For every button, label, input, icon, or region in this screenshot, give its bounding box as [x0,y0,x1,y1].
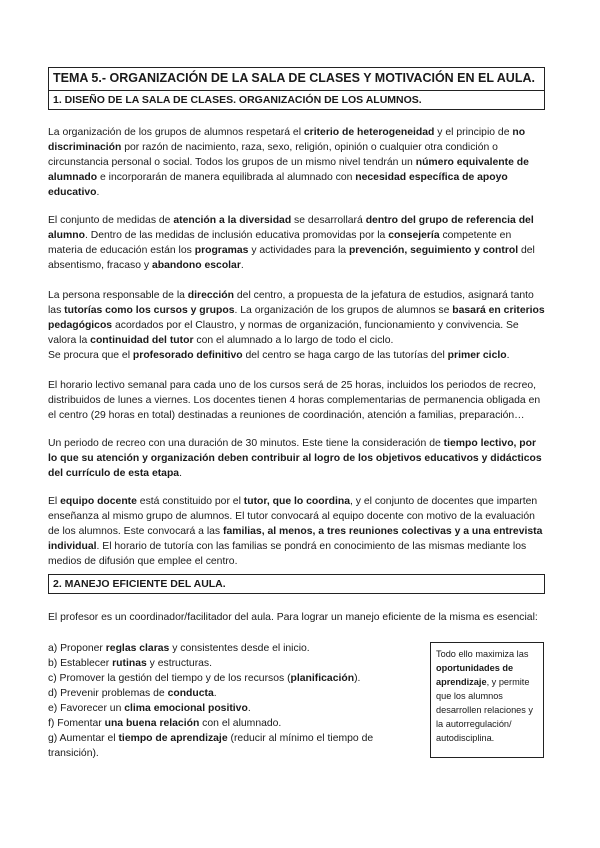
emphasis-text: dirección [187,290,234,301]
emphasis-text: equipo docente [60,496,137,507]
body-text: y estructuras. [146,658,213,669]
body-text: . [179,468,182,479]
emphasis-text: consejería [388,230,440,241]
emphasis-text: oportunidades de aprendizaje [436,663,514,687]
body-text: El horario lectivo semanal para cada uno de los cursos será de 25 horas, incluidos los periodos de recreo, distribuidos de lunes a viernes. Los docentes tienen 4 horas complementarias de permanencia obligada en el centro (29 horas en total) destinadas a reuniones de coordinación, atención a familias, preparación… [48,380,541,421]
emphasis-text: dentro del grupo de referencia del alumno [48,215,534,241]
body-text: e incorporarán de manera equilibrada al alumnado con [97,172,356,183]
body-text: . [247,703,251,714]
emphasis-text: abandono escolar [151,260,241,271]
paragraph-recess [48,436,545,481]
list-item [48,641,403,656]
body-text: del absentismo, fracaso y [48,245,535,271]
emphasis-text: profesorado definitivo [132,350,243,361]
list-item [48,701,403,716]
emphasis-text: conducta [167,688,214,699]
emphasis-text: programas [194,245,249,256]
body-text: . El horario de tutoría con las familias se pondrá en conocimiento de las mismas mediante los medios de difusión que emplee el centro. [48,541,527,567]
list-item [48,686,403,701]
section2-intro: El profesor es un coordinador/facilitador del aula. Para lograr un manejo eficiente de la misma es esencial: [48,612,538,623]
body-text: La persona responsable de la [48,290,188,301]
emphasis-text: planificación [290,673,355,684]
paragraph-direction [48,288,545,348]
emphasis-text: clima emocional positivo [124,703,248,714]
body-text: por razón de nacimiento, raza, sexo, religión, opinión o cualquier otra condición o circunstancia personal o social. Todos los grupos de un mismo nivel tendrán un [48,142,498,168]
body-text: Un periodo de recreo con una duración de 30 minutos. Este tiene la consideración de [48,438,444,449]
body-text: La organización de los grupos de alumnos respetará el [48,127,304,138]
body-text: ). [354,673,361,684]
list-item [48,656,403,671]
body-text: competente en materia de educación están los [48,230,512,256]
section1-heading: 1. DISEÑO DE LA SALA DE CLASES. ORGANIZACIÓN DE LOS ALUMNOS. [48,90,545,110]
body-text: , y el conjunto de docentes que imparten enseñanza al mismo grupo de alumnos. El tutor convocará al equipo docente con motivo de la evaluación de los alumnos. Este convocará a las [48,496,538,537]
body-text: y el principio de [434,127,513,138]
section2-heading: 2. MANEJO EFICIENTE DEL AULA. [48,574,545,594]
body-text: e) Favorecer un [48,703,125,714]
emphasis-text: continuidad del tutor [90,335,194,346]
body-text: se desarrollará [291,215,366,226]
body-text: . La organización de los grupos de alumnos se [234,305,453,316]
body-text: con el alumnado. [199,718,282,729]
body-text: con el alumnado a lo largo de todo el ciclo. [193,335,394,346]
page-title: TEMA 5.- ORGANIZACIÓN DE LA SALA DE CLASES Y MOTIVACIÓN EN EL AULA. [48,67,545,91]
emphasis-text: tutorías como los cursos y grupos [64,305,235,316]
body-text: a) Proponer [48,643,106,654]
emphasis-text: una buena relación [104,718,200,729]
emphasis-text: necesidad específica de apoyo educativo [48,172,508,198]
paragraph-first-cycle [48,348,545,363]
body-text: Se procura que el [48,350,133,361]
emphasis-text: rutinas [112,658,147,669]
body-text: . [96,187,100,198]
body-text: . [506,350,510,361]
emphasis-text: número equivalente de alumnado [48,157,529,183]
body-text: . [240,260,244,271]
list-item [48,731,403,761]
list-item [48,671,403,686]
body-text: b) Establecer [48,658,113,669]
body-text: y consistentes desde el inicio. [169,643,310,654]
paragraph-schedule [48,378,545,423]
body-text: . [213,688,217,699]
emphasis-text: reglas claras [105,643,170,654]
summary-note-box [430,642,544,758]
body-text: del centro, a propuesta de la jefatura de estudios, asignará tanto las [48,290,534,316]
emphasis-text: atención a la diversidad [173,215,292,226]
body-text: Todo ello maximiza las [436,649,529,659]
body-text: d) Prevenir problemas de [48,688,168,699]
body-text: El [48,496,61,507]
body-text: acordados por el Claustro, y normas de organización, funcionamiento y convivencia. Se valora la [48,320,519,346]
body-text: del centro se haga cargo de las tutorías del [242,350,448,361]
body-text: c) Promover la gestión del tiempo y de los recursos ( [48,673,291,684]
paragraph-diversity [48,213,545,273]
emphasis-text: primer ciclo [447,350,507,361]
emphasis-text: basará en criterios pedagógicos [48,305,545,331]
paragraph-heterogeneity [48,125,545,200]
classroom-management-list [48,641,403,761]
body-text: y actividades para la [248,245,349,256]
emphasis-text: familias, al menos, a tres reuniones colectivas y a una entrevista individual [48,526,543,552]
list-item [48,716,403,731]
emphasis-text: no discriminación [48,127,526,153]
emphasis-text: tiempo de aprendizaje [118,733,228,744]
body-text: , y permite que los alumnos desarrollen relaciones y la autorregulación/ autodisciplina. [436,677,534,743]
body-text: El conjunto de medidas de [48,215,174,226]
body-text: g) Aumentar el [48,733,119,744]
paragraph-teaching-team [48,494,545,569]
body-text: . Dentro de las medidas de inclusión educativa promovidas por la [84,230,389,241]
body-text: está constituido por el [136,496,244,507]
emphasis-text: prevención, seguimiento y control [348,245,519,256]
body-text: (reducir al mínimo el tiempo de transición). [48,733,374,759]
emphasis-text: criterio de heterogeneidad [303,127,435,138]
emphasis-text: tiempo lectivo, por lo que su atención y organización deben contribuir al logro de los objetivos educativos y didácticos del currículo de esta etapa [48,438,542,479]
body-text: f) Fomentar [48,718,105,729]
emphasis-text: tutor, que lo coordina [243,496,350,507]
